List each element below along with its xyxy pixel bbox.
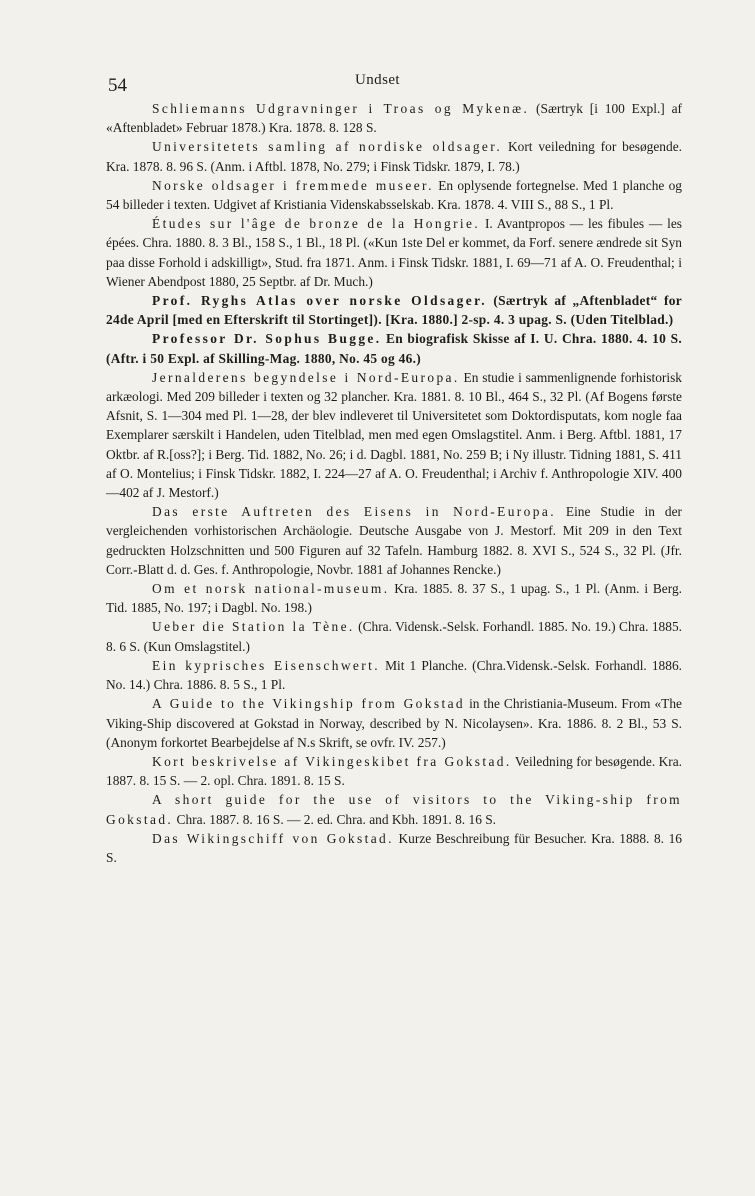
entry-details: Kurze Beschreibung für Besucher. Kra. 1888. 8. 16 S. <box>106 830 682 865</box>
bibliography-entry <box>106 329 682 367</box>
entry-details: Eine Studie in der vergleichenden vorhistorischen Archäologie. Deutsche Ausgabe von J. Mestorf. Mit 209 in den Text gedruckten Holzschnitten und 500 Figuren auf 32 Tafeln. Hamburg 1882. 8. XVI S., 524 S., 32 Pl. (Jfr. Corr.-Blatt d. d. Ges. f. Anthropologie, Novbr. 1881 af Johannes Rencke.) <box>106 504 682 577</box>
entry-title: Das erste Auftreten des Eisens in Nord-Europa. <box>152 504 556 520</box>
bibliography-entry <box>106 694 682 752</box>
entry-title: A Guide to the Vikingship from Gokstad <box>152 696 466 712</box>
bibliography-entry <box>106 214 682 291</box>
entry-title: Schliemanns Udgravninger i Troas og Mykenæ. <box>152 101 530 116</box>
bibliography-list <box>106 99 682 867</box>
entry-title: Prof. Ryghs Atlas over norske Oldsager. <box>152 293 487 309</box>
entry-title: Norske oldsager i fremmede museer. <box>152 177 434 193</box>
entry-title: Jernalderens begyndelse i Nord-Europa. <box>152 369 460 385</box>
entry-details: En biografisk Skisse af I. U. Chra. 1880. 4. 10 S. (Aftr. i 50 Expl. af Skilling-Mag. 1880, No. 45 og 46.) <box>106 331 682 366</box>
bibliography-entry <box>106 752 682 790</box>
running-head: Undset <box>355 72 400 88</box>
entry-title: Universitetets samling af nordiske oldsager. <box>152 139 503 155</box>
bibliography-entry <box>106 368 682 502</box>
entry-title: Professor Dr. Sophus Bugge. <box>152 331 382 347</box>
entry-details: Kra. 1885. 8. 37 S., 1 upag. S., 1 Pl. (Anm. i Berg. Tid. 1885, No. 197; i Dagbl. No. 198.) <box>106 581 683 616</box>
bibliography-entry <box>106 291 682 329</box>
entry-details: (Særtryk af „Aftenbladet“ for 24de April [med en Efterskrift til Stortinget]). [Kra. 1880.] 2-sp. 4. 3 upag. S. (Uden Titelblad.) <box>106 293 682 328</box>
entry-title: Das Wikingschiff von Gokstad. <box>152 830 394 846</box>
entry-details: in the Christiania-Museum. From «The Viking-Ship discovered at Gokstad in Norway, described by N. Nicolaysen». Kra. 1886. 8. 2 Bl., 53 S. (Anonym forkortet Bearbejdelse af N.s Skrift, se ovfr. IV. 257.) <box>106 696 682 750</box>
entry-details: En studie i sammenlignende forhistorisk arkæologi. Med 209 billeder i texten og 32 plancher. Kra. 1881. 8. 10 Bl., 464 S., 32 Pl. (Af Bogens første Afsnit, S. 1—304 med Pl. 1—28, der blev indleveret til Universitetet som Doktordisputats, kom nogle faa Exemplarer særskilt i Handelen, uden Titelblad, men med egen Omslagstitel. Anm. i Berg. Aftbl. 1881, 17 Oktbr. af R.[oss?]; i Berg. Tid. 1882, No. 26; i d. Dagbl. 1881, No. 259 B; i Ny illustr. Tidning 1881, S. 411 af O. Montelius; i Finsk Tidskr. 1882, I. 224—27 af A. O. Freudenthal; i Archiv f. Anthropologie XIV. 400—402 af J. Mestorf.) <box>106 369 682 501</box>
bibliography-entry <box>106 99 682 137</box>
entry-title: Ueber die Station la Tène. <box>152 619 355 635</box>
bibliography-entry <box>106 656 682 694</box>
bibliography-entry <box>106 617 682 655</box>
entry-details: Mit 1 Planche. (Chra.Vidensk.-Selsk. Forhandl. 1886. No. 14.) Chra. 1886. 8. 5 S., 1 Pl. <box>106 657 682 693</box>
entry-title: Om et norsk national-museum. <box>152 581 390 597</box>
entry-details: Chra. 1887. 8. 16 S. — 2. ed. Chra. and Kbh. 1891. 8. 16 S. <box>173 811 497 827</box>
bibliography-entry <box>106 502 682 579</box>
entry-details: (Chra. Vidensk.-Selsk. Forhandl. 1885. No. 19.) Chra. 1885. 8. 6 S. (Kun Omslagstitel.) <box>106 619 682 654</box>
entry-details: Veiledning for besøgende. Kra. 1887. 8. 15 S. — 2. opl. Chra. 1891. 8. 15 S. <box>106 753 683 789</box>
entry-title: A short guide for the use of visitors to the Viking-ship from Gokstad. <box>106 792 682 827</box>
entry-title: Études sur l'âge de bronze de la Hongrie. <box>152 216 481 232</box>
entry-details: I. Avantpropos — les fibules — les épées. Chra. 1880. 8. 3 Bl., 158 S., 1 Bl., 18 Pl. («Kun 1ste Del er kommet, da Forf. senere ændrede sit Syn paa disse Forhold i adskilligt», Stud. fra 1871. Anm. i Finsk Tidskr. 1881, I. 69—71 af A. O. Freudenthal; i Wiener Abendpost 1880, 25 Septbr. af Dr. Much.) <box>106 216 682 289</box>
bibliography-entry <box>106 137 682 175</box>
page-number: 54 <box>108 75 127 96</box>
bibliography-entry <box>106 176 682 214</box>
bibliography-entry <box>106 579 682 617</box>
bibliography-entry <box>106 790 682 828</box>
bibliography-entry <box>106 829 682 867</box>
entry-details: (Særtryk [i 100 Expl.] af «Aftenbladet» Februar 1878.) Kra. 1878. 8. 128 S. <box>106 101 682 136</box>
entry-details: En oplysende fortegnelse. Med 1 planche og 54 billeder i texten. Udgivet af Kristiania Videnskabsselskab. Kra. 1878. 4. VIII S., 88 S., 1 Pl. <box>106 177 682 213</box>
entry-title: Kort beskrivelse af Vikingeskibet fra Gokstad. <box>152 753 512 769</box>
entry-title: Ein kyprisches Eisenschwert. <box>152 657 380 673</box>
entry-details: Kort veiledning for besøgende. Kra. 1878. 8. 96 S. (Anm. i Aftbl. 1878, No. 279; i Finsk Tidskr. 1879, I. 78.) <box>106 139 682 174</box>
